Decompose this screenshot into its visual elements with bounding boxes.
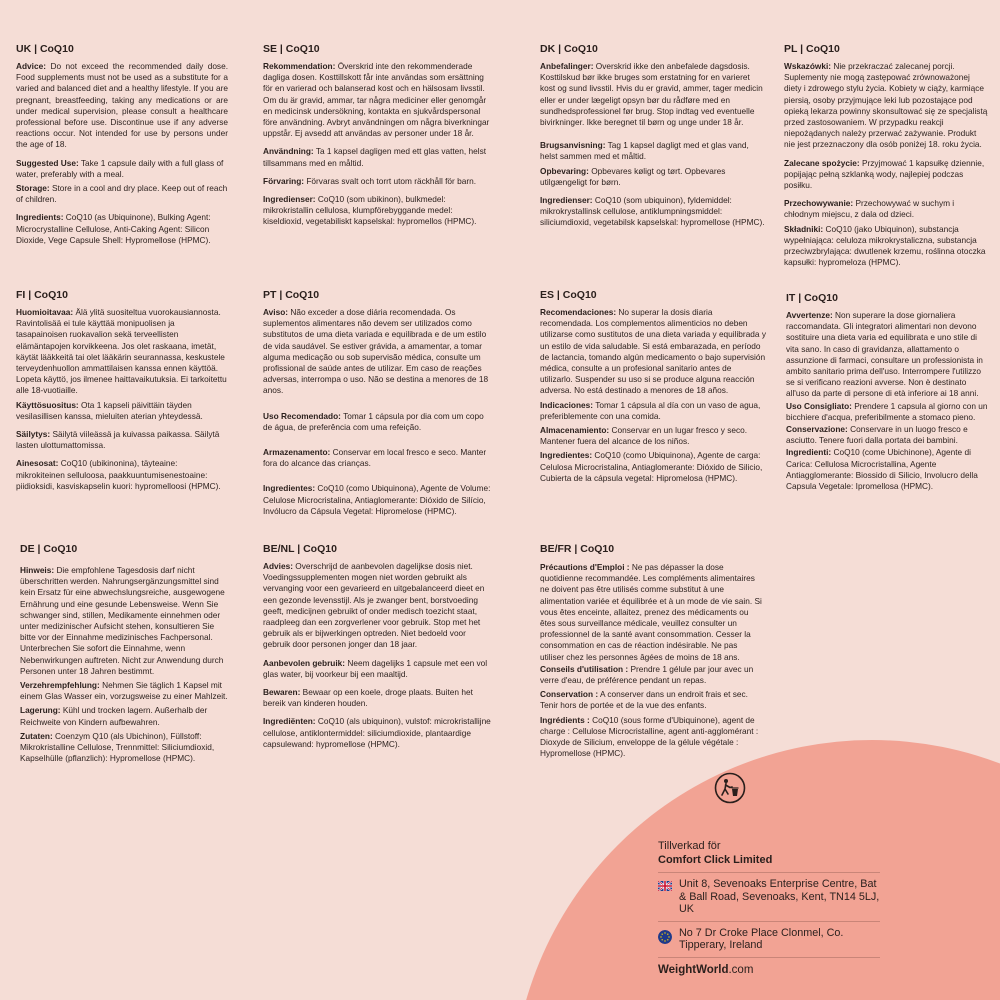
ingredients-paragraph [540,715,762,760]
ingredients-label: Ingredienser: [263,194,316,205]
advice-paragraph [16,61,228,151]
advice-paragraph [540,61,766,128]
advice-text: Overskrid ikke den anbefalede dagsdosis. Kosttilskud bør ikke bruges som erstatning for en varieret kost og sund livsstil. Hvis du er gravid, ammer, tager medicin eller er under lægeligt opsyn bør du rådføre med en sundhedsprofessionel før brug. Stop indtag ved eventuelle bivirkninger. Ikke beregnet til børn og unge under 18 år. [540,61,763,128]
advice-paragraph [540,307,766,397]
use-text: Ta 1 kapsel dagligen med ett glas vatten, helst tillsammans med en måltid. [263,146,487,168]
section-title: FI | CoQ10 [16,289,68,301]
advice-text: Non superare la dose giornaliera raccomandata. Gli integratori alimentari non devono sostituire una dieta varia ed equilibrata e uno stile di vita sano. In caso di gravidanza, allattamento o assunzione di farmaci, consultare un professionista in ambito sanitario prima dell'uso. Interrompere l'utilizzo se si verificano reazioni avverse. Non è destinato all'uso da parte di persone di età inferiore ai 18 anni. [786,310,983,399]
use-paragraph [16,158,228,180]
storage-text: Przechowywać w suchym i chłodnym miejscu, z dala od dzieci. [784,198,955,220]
ingredients-label: Ingrediënten: [263,716,316,727]
ingredients-text: CoQ10 (som ubikinon), bulkmedel: mikrokristallin cellulosa, klumpförebyggande medel: kiseldioxid, vegetabiliskt kapselskal: hypromellos (HPMC). [263,194,477,227]
ingredients-text: CoQ10 (as Ubiquinone), Bulking Agent: Microcrystalline Cellulose, Anti-Caking Agent: Silicon Dioxide, Vege Capsule Shell: Hypromellose (HPMC). [16,212,211,245]
advice-paragraph [263,61,493,139]
ingredients-paragraph [16,458,228,492]
brand-website [658,957,880,976]
storage-label: Conservazione: [786,424,848,435]
ingredients-paragraph [540,450,766,484]
ingredients-paragraph [263,483,495,517]
storage-paragraph [540,425,766,447]
advice-text: Die empfohlene Tagesdosis darf nicht überschritten werden. Nahrungsergänzungsmittel sind kein Ersatz für eine abwechslungsreiche, ausgewogene Ernährung und eine gesunde Lebensweise. Wenn Sie schwanger sind, stillen, Medikamente einnehmen oder unter medizinischer Aufsicht stehen, konsultieren Sie bitte vor der Einnahme medizinisches Fachpersonal. Unterbrechen Sie sofort die Einnahme, wenn Nebenwirkungen auftreten. Nicht zur Anwendung durch Personen unter 18 Jahren bestimmt. [20,565,225,676]
section-it [786,292,988,499]
ingredients-text: Coenzym Q10 (als Ubichinon), Füllstoff: Mikrokristalline Cellulose, Trennmittel: Siliciumdioxid, Kapselhülle (pflanzlich): Hypromellose (HPMC). [20,730,215,764]
ingredients-label: Ingrédients : [540,714,590,725]
storage-paragraph [786,424,988,446]
ingredients-paragraph [786,447,988,492]
use-label: Verzehrempfehlung: [20,680,100,691]
section-pl [784,43,988,275]
section-title: ES | CoQ10 [540,289,597,301]
storage-label: Bewaren: [263,687,301,698]
use-text: Neem dagelijks 1 capsule met een vol glas water, bij voorkeur bij een maaltijd. [263,657,488,679]
uk-flag-icon [658,881,672,891]
storage-paragraph [263,176,493,187]
company-info [658,840,880,976]
advice-text: Nie przekraczać zalecanej porcji. Suplementy nie mogą zastępować zrównoważonej diety i zdrowego stylu życia. Kobiety w ciąży, karmiące piersią, osoby przyjmujące leki lub pozostające pod opieką lekarza powinny skonsultować się ze specjalistą przed zastosowaniem. W przypadku reakcji niepożądanych należy przerwać zażywanie. Produkt nie jest przeznaczony dla osób poniżej 18. roku życia. [784,61,988,150]
section-title: PT | CoQ10 [263,289,320,301]
storage-paragraph [540,166,766,188]
section-title: BE/FR | CoQ10 [540,543,615,555]
storage-text: Conservare in un luogo fresco e asciutto. Tenere fuori dalla portata dei bambini. [786,424,968,446]
section-title: BE/NL | CoQ10 [263,543,337,555]
storage-paragraph [263,447,495,469]
storage-paragraph [540,689,762,711]
advice-paragraph [263,307,495,397]
advice-label: Aviso: [263,307,289,317]
storage-paragraph [20,705,232,727]
storage-label: Conservation : [540,689,599,700]
ie-address-row [658,921,880,957]
uk-address: Unit 8, Sevenoaks Enterprise Centre, Bat & Ball Road, Sevenoaks, Kent, TN14 5LJ, UK [679,878,880,915]
storage-paragraph [784,198,988,220]
use-paragraph [540,140,766,162]
use-text: Ota 1 kapseli päivittäin täyden vesilasillisen kanssa, mieluiten aterian yhteydessä. [16,399,203,421]
use-text: Nehmen Sie täglich 1 Kapsel mit einem Glas Wasser ein, vorzugsweise zu einer Mahlzeit. [20,680,228,702]
advice-label: Précautions d'Emploi : [540,562,630,572]
ingredients-text: CoQ10 (als ubiquinon), vulstof: microkristallijne cellulose, antiklontermiddel: siliciumdioxide, plantaardige capsulewand: hypromellose (HPMC). [263,716,491,749]
storage-text: Säilytä viileässä ja kuivassa paikassa. Säilytä lasten ulottumattomissa. [16,429,220,451]
advice-text: Överskrid inte den rekommenderade dagliga dosen. Kosttillskott får inte användas som ersättning för en varierad och balanserad kost och en hälsosam livsstil. Om du är gravid, ammar, tar några mediciner eller genomgår en medicinsk undersökning, kontakta en sjukvårdspersonal före användning. Avbryt användningen om några biverkningar uppstår. Ej avsedd att användas av personer under 18 år. [263,61,490,139]
use-text: Tomar 1 cápsula por dia com um copo de água, de preferência com uma refeição. [263,410,484,432]
use-text: Tag 1 kapsel dagligt med et glas vand, helst sammen med et måltid. [540,140,749,162]
section-title: IT | CoQ10 [786,292,838,304]
ingredients-text: CoQ10 (som ubiquinon), fyldemiddel: mikrokrystallinsk cellulose, antiklumpningsmiddel: siliciumdioxid, vegetabilsk kapselskal: hypromellose (HPMC). [540,195,765,228]
section-uk [16,43,228,253]
advice-label: Anbefalinger: [540,61,594,71]
advice-text: Ne pas dépasser la dose quotidienne recommandée. Les compléments alimentaires ne doivent pas être utilisés comme substitut à une alimentation variée et équilibrée et à un mode de vie sain. Si vous êtes enceinte, allaitez, prenez des médicaments ou êtes sous surveillance médicale, veuillez consulter un professionnel de la santé avant consommation. Cesser la consommation en cas de réaction indésirable. Ne pas utiliser chez les personnes âgées de moins de 18 ans. [540,562,762,662]
storage-paragraph [263,687,493,709]
advice-label: Advies: [263,561,293,571]
storage-text: Förvaras svalt och torrt utom räckhåll för barn. [306,175,477,186]
ie-address: No 7 Dr Croke Place Clonmel, Co. Tipperary, Ireland [679,926,844,951]
advice-paragraph [540,562,762,663]
use-paragraph [784,158,988,192]
storage-text: Opbevares køligt og tørt. Opbevares utilgængeligt for børn. [540,165,726,187]
ingredients-paragraph [263,194,493,228]
ingredients-label: Zutaten: [20,730,53,741]
use-text: Tomar 1 cápsula al día con un vaso de agua, preferiblemente con una comida. [540,399,761,421]
section-title: SE | CoQ10 [263,43,320,55]
storage-label: Säilytys: [16,429,51,440]
use-text: Prendere 1 capsula al giorno con un bicchiere d'acqua, preferibilmente a stomaco pieno. [786,400,988,422]
advice-label: Recomendaciones: [540,307,617,317]
storage-label: Förvaring: [263,175,305,186]
uk-address-row [658,872,880,921]
ingredients-paragraph [16,212,228,246]
storage-text: Bewaar op een koele, droge plaats. Buiten het bereik van kinderen houden. [263,687,473,709]
use-label: Aanbevolen gebruik: [263,657,346,668]
company-name: Comfort Click Limited [658,854,773,866]
advice-paragraph [20,565,232,677]
use-paragraph [20,680,232,702]
use-label: Conseils d'utilisation : [540,663,629,674]
section-de [20,543,232,771]
advice-paragraph [784,61,988,151]
advice-label: Wskazówki: [784,61,832,71]
ingredients-paragraph [20,731,232,765]
advice-paragraph [263,561,493,651]
ingredients-label: Składniki: [784,223,824,234]
ingredients-paragraph [540,195,766,229]
section-fi [16,289,228,499]
advice-text: Do not exceed the recommended daily dose. Food supplements must not be used as a substitute for a varied and balanced diet and a healthy lifestyle. If you are pregnant, breastfeeding, taking any medications or are under medical supervision, please consult a healthcare professional before use. Discontinue use if any adverse reactions occur. Not intended for use by persons under the age of 18. [16,61,229,150]
section-title: DE | CoQ10 [20,543,78,555]
use-paragraph [263,658,493,680]
ingredients-label: Ingredientes: [263,483,316,494]
storage-paragraph [16,183,228,205]
advice-label: Huomioitavaa: [16,307,74,317]
use-paragraph [540,664,762,686]
section-benl [263,543,493,757]
advice-text: No superar la dosis diaria recomendada. Los complementos alimenticios no deben utilizarse como sustitutos de una dieta variada y equilibrada y un estilo de vida saludable. Si está embarazada, en período de lactancia, tomando algún medicamento o bajo supervisión médica, consulte a un profesional sanitario antes de utilizarlo. Suspender su uso si se produce alguna reacción adversa. No está destinado a menores de 18 años. [540,307,766,396]
use-label: Indicaciones: [540,399,594,410]
advice-label: Hinweis: [20,565,55,575]
use-label: Zalecane spożycie: [784,157,860,168]
ingredients-label: Ingredienti: [786,447,832,458]
storage-label: Przechowywanie: [784,198,854,209]
ingredients-text: CoQ10 (ubikinonina), täyteaine: mikrokiteinen selluloosa, paakkuuntumisenestoaine: piidioksidi, kasviskapselin kuori: hypromelloosi (HPMC). [16,458,221,491]
use-label: Uso Consigliato: [786,400,852,411]
brand-suffix: .com [728,963,754,976]
storage-label: Armazenamento: [263,447,331,458]
use-label: Suggested Use: [16,157,79,168]
eu-flag-icon [658,930,672,944]
storage-label: Almacenamiento: [540,425,610,436]
storage-text: Store in a cool and dry place. Keep out of reach of children. [16,183,228,205]
advice-label: Advice: [16,61,46,71]
section-se [263,43,493,235]
ingredients-text: CoQ10 (como Ubiquinona), Agente de carga: Celulosa Microcristalina, Antiaglomerante: Dióxido de Silicio, Cubierta de la cápsula vegetal: Hipromelosa (HPMC). [540,450,763,483]
use-label: Användning: [263,146,314,157]
advice-paragraph [786,310,988,400]
advice-text: Overschrijd de aanbevolen dagelijkse dosis niet. Voedingssupplementen mogen niet worden gebruikt als vervanging voor een gevarieerd en uitgebalanceerd dieet en een gezonde levensstijl. Als je zwanger bent, borstvoeding geeft, medicijnen gebruikt of onder medisch toezicht staat, raadpleeg dan een zorgverlener voor gebruik. Stop met het gebruik als er bijwerkingen optreden. Niet bedoeld voor gebruik door personen jonger dan 18 jaar. [263,561,485,650]
use-paragraph [263,411,495,433]
use-label: Käyttösuositus: [16,399,79,410]
ingredients-text: CoQ10 (como Ubiquinona), Agente de Volume: Celulose Microcristalina, Antiaglomerante: Dióxido de Silício, Invólucro da Cápsula Vegetal: Hipromelose (HPMC). [263,483,491,516]
use-paragraph [540,400,766,422]
storage-text: Kühl und trocken lagern. Außerhalb der Reichweite von Kindern aufbewahren. [20,705,208,727]
storage-label: Storage: [16,183,50,194]
ingredients-label: Ingredients: [16,212,64,223]
storage-label: Opbevaring: [540,165,589,176]
use-paragraph [16,400,228,422]
use-text: Przyjmować 1 kapsułkę dziennie, popijając pełną szklanką wody, najlepiej podczas posiłku. [784,157,985,191]
advice-text: Älä ylitä suositeltua vuorokausiannosta. Ravintolisää ei tule käyttää monipuolisen ja tasapainoisen ruokavalion sekä terveellisten elämäntapojen korvikkeena. Jos olet raskaana, imetät, käytät lääkkeitä tai olet lääkärin seurannassa, keskustele terveydenhuollon ammattilaisen kanssa ennen käyttöä. Lopeta käyttö, jos ilmenee haittavaikutuksia. Ei tarkoitettu alle 18-vuotiaille. [16,307,227,396]
ingredients-text: CoQ10 (sous forme d'Ubiquinone), agent de charge : Cellulose Microcristalline, agent anti-agglomérant : Dioxyde de Silicium, enveloppe de la gélule végétale : Hypromellose (HPMC). [540,714,759,759]
made-for-label: Tillverkad för [658,840,721,852]
advice-label: Rekommendation: [263,61,336,71]
section-befr [540,543,762,766]
use-text: Take 1 capsule daily with a full glass of water, preferably with a meal. [16,157,224,179]
storage-text: Conservar em local fresco e seco. Manter fora do alcance das crianças. [263,447,487,469]
ingredients-paragraph [784,224,988,269]
ingredients-paragraph [263,716,493,750]
ingredients-label: Ingredienser: [540,195,593,206]
ingredients-label: Ainesosat: [16,458,59,469]
section-dk [540,43,766,236]
use-paragraph [786,401,988,423]
advice-label: Avvertenze: [786,310,833,320]
storage-label: Lagerung: [20,705,61,716]
ingredients-text: CoQ10 (jako Ubiquinon), substancja wypełniająca: celuloza mikrokrystaliczna, substancja przeciwzbrylająca: dwutlenek krzemu, roślinna otoczka kapsułki: hypromeloza (HPMC). [784,223,986,268]
storage-text: A conserver dans un endroit frais et sec. Tenir hors de portée et de la vue des enfants. [540,689,748,711]
advice-text: Não exceder a dose diária recomendada. Os suplementos alimentares não devem ser utilizados como substitutos de uma dieta variada e equilibrada e de um estilo de vida saudável. Se estiver grávida, a amamentar, a tomar alguma medicação ou sob supervisão médica, consulte um profissional de saúde antes de utilizar. Em caso de reações adversas, interrompa o uso. Não se destina a menores de 18 anos. [263,307,489,396]
section-title: UK | CoQ10 [16,43,74,55]
brand-name: WeightWorld [658,963,729,976]
ingredients-label: Ingredientes: [540,450,593,461]
section-title: DK | CoQ10 [540,43,598,55]
ingredients-text: CoQ10 (come Ubichinone), Agente di Carica: Cellulosa Microcristallina, Agente Antiagglomerante: Biossido di Silicio, Involucro della Capsula Vegetale: Ipromellosa (HPMC). [786,447,978,492]
storage-text: Conservar en un lugar fresco y seco. Mantener fuera del alcance de los niños. [540,425,748,447]
section-es [540,289,766,491]
section-title: PL | CoQ10 [784,43,840,55]
use-label: Uso Recomendado: [263,410,341,421]
tidy-man-recycle-icon [714,772,746,804]
use-paragraph [263,146,493,168]
advice-paragraph [16,307,228,397]
storage-paragraph [16,429,228,451]
use-label: Brugsanvisning: [540,140,606,151]
use-text: Prendre 1 gélule par jour avec un verre d'eau, de préférence pendant un repas. [540,663,754,686]
section-pt [263,289,495,524]
